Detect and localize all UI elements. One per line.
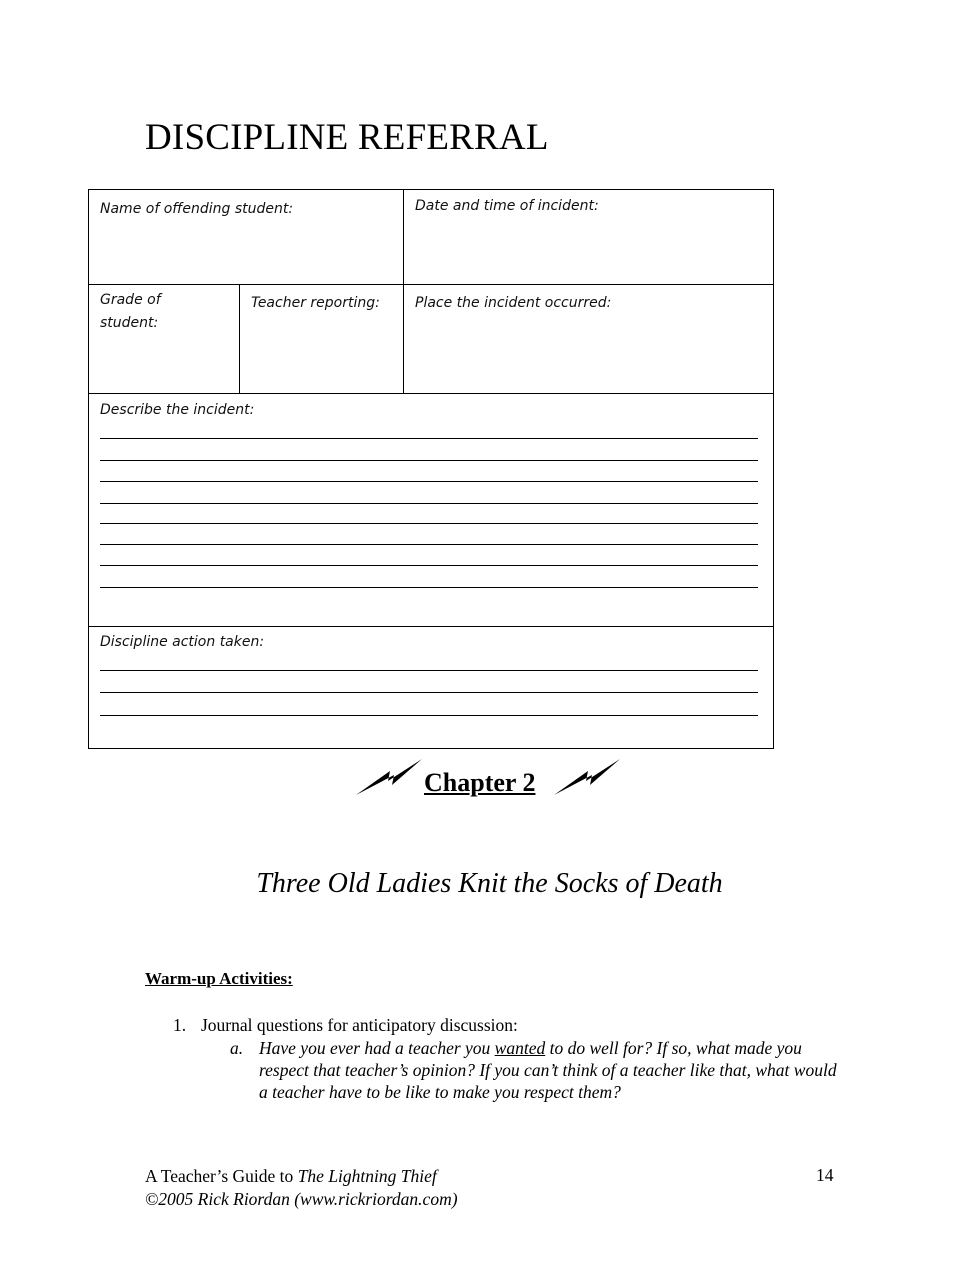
describe-line	[100, 544, 758, 545]
footer-line2: ©2005 Rick Riordan (www.rickriordan.com)	[145, 1189, 458, 1209]
footer-line1	[145, 1165, 458, 1188]
lightning-bolt-icon	[354, 757, 424, 797]
footer	[145, 1165, 458, 1211]
describe-line	[100, 460, 758, 461]
place-label: Place the incident occurred:	[415, 295, 612, 311]
chapter-heading: Chapter 2	[424, 768, 536, 797]
footer-prefix: A Teacher’s Guide to	[145, 1166, 298, 1186]
warmup-heading: Warm-up Activities:	[145, 969, 293, 988]
action-line	[100, 715, 758, 716]
footer-book-title: The Lightning Thief	[297, 1166, 437, 1186]
grade-label-line1: Grade of	[100, 292, 161, 308]
describe-line	[100, 587, 758, 588]
name-label: Name of offending student:	[100, 201, 294, 217]
describe-cell[interactable]	[88, 393, 774, 627]
lightning-bolt-icon	[552, 757, 622, 797]
list-item-number: 1.	[173, 1015, 187, 1035]
describe-line	[100, 523, 758, 524]
list-item-text: Journal questions for anticipatory discussion:	[201, 1015, 518, 1035]
describe-line	[100, 503, 758, 504]
action-line	[100, 670, 758, 671]
sub-text-before: Have you ever had a teacher you	[259, 1038, 495, 1058]
page-number: 14	[816, 1165, 834, 1185]
describe-line	[100, 565, 758, 566]
grade-label-line2: student:	[100, 315, 159, 331]
sub-text-after: to do well for? If so, what made you respect that teacher’s opinion? If you can’t think of a teacher like that, what would a teacher have to be like to make you respect them?	[259, 1038, 837, 1102]
chapter-subtitle: Three Old Ladies Knit the Socks of Death	[256, 868, 723, 899]
sub-text-underlined: wanted	[494, 1038, 546, 1058]
discipline-referral-form	[88, 189, 774, 749]
describe-line	[100, 438, 758, 439]
page-title: DISCIPLINE REFERRAL	[145, 117, 549, 158]
sub-item-text	[259, 1037, 839, 1103]
list-item	[173, 1015, 518, 1036]
sub-item-letter: a.	[230, 1038, 244, 1058]
action-line	[100, 692, 758, 693]
date-label: Date and time of incident:	[415, 198, 599, 214]
teacher-label: Teacher reporting:	[251, 295, 380, 311]
action-label: Discipline action taken:	[100, 634, 265, 650]
describe-label: Describe the incident:	[100, 402, 255, 418]
describe-line	[100, 481, 758, 482]
